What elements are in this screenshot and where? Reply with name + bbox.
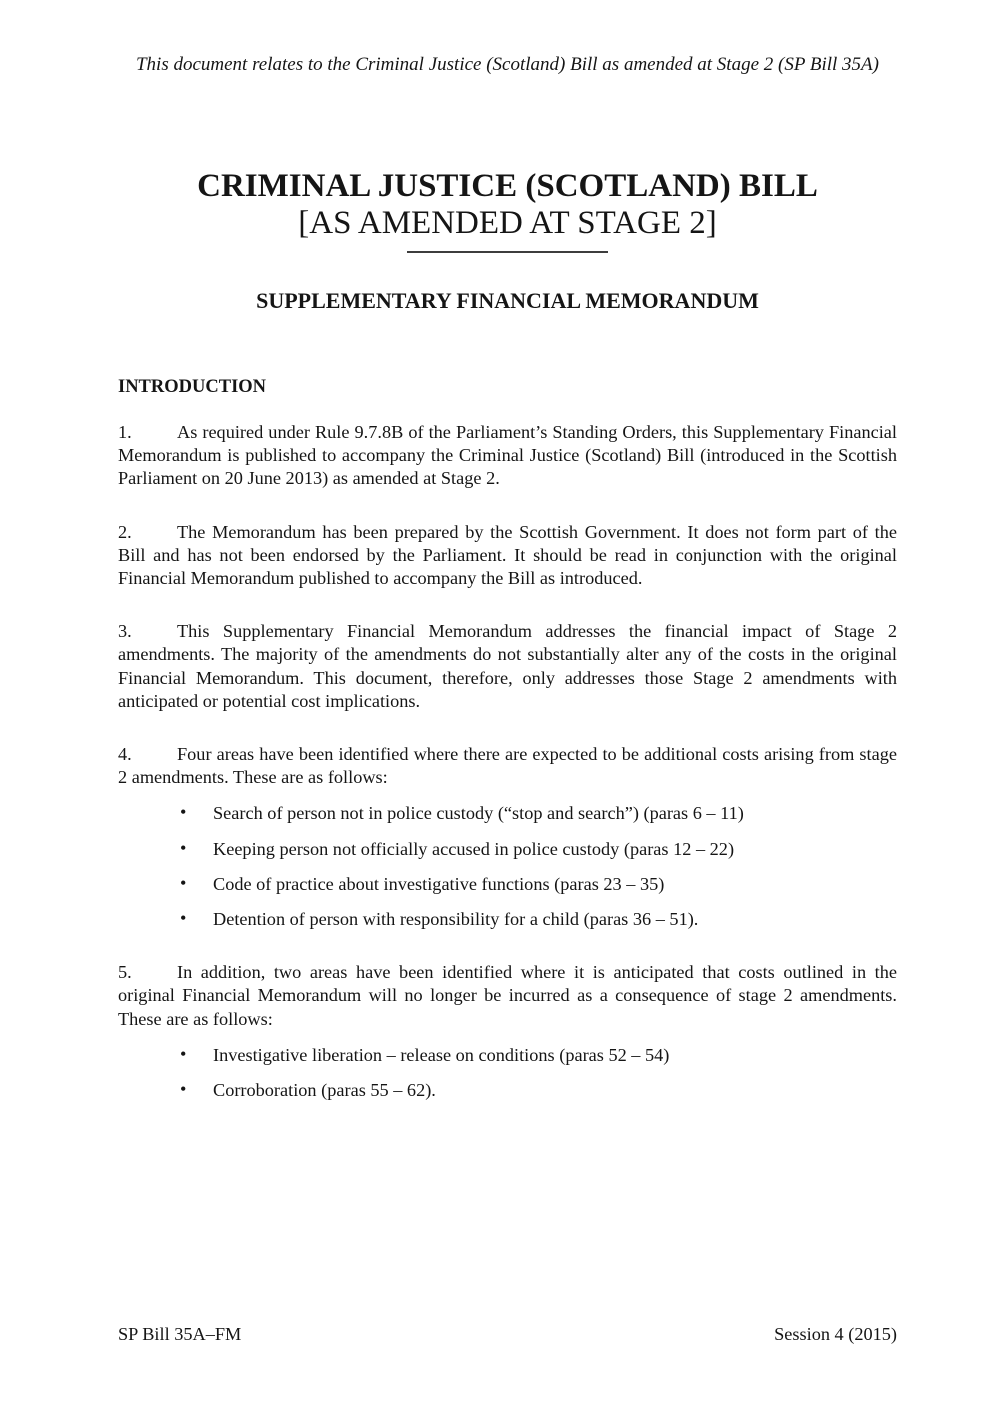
costs-no-longer-incurred-list xyxy=(118,1044,897,1102)
paragraph-3 xyxy=(118,620,897,713)
bullet-icon: • xyxy=(180,1079,187,1100)
paragraph-3-text: This Supplementary Financial Memorandum addresses the financial impact of Stage 2 amendments. The majority of the amendments do not substantially alter any of the costs in the original Financial Memorandum. This document, therefore, only addresses those Stage 2 amendments with anticipated or potential cost implications. xyxy=(118,621,897,711)
list-item xyxy=(118,838,897,861)
list-item-text: Keeping person not officially accused in police custody (paras 12 – 22) xyxy=(213,838,735,859)
title-line-2: [AS AMENDED AT STAGE 2] xyxy=(298,205,717,241)
paragraph-5-text: In addition, two areas have been identified where it is anticipated that costs outlined in the original Financial Memorandum will no longer be incurred as a consequence of stage 2 amendments. These are as follows: xyxy=(118,962,897,1029)
bullet-icon: • xyxy=(180,802,187,823)
paragraph-4-text: Four areas have been identified where there are expected to be additional costs arising from stage 2 amendments. These are as follows: xyxy=(118,744,897,788)
list-item xyxy=(118,1079,897,1102)
paragraph-1-text: As required under Rule 9.7.8B of the Parliament’s Standing Orders, this Supplementary Financial Memorandum is published to accompany the Criminal Justice (Scotland) Bill (introduced in the Scottish Parliament on 20 June 2013) as amended at Stage 2. xyxy=(118,422,897,489)
page-footer xyxy=(118,1323,897,1346)
paragraph-1 xyxy=(118,421,897,491)
paragraph-5-number: 5. xyxy=(118,962,132,983)
footer-bill-reference: SP Bill 35A–FM xyxy=(118,1324,242,1344)
paragraph-2-text: The Memorandum has been prepared by the Scottish Government. It does not form part of the Bill and has not been endorsed by the Parliament. It should be read in conjunction with the original Financial Memorandum published to accompany the Bill as introduced. xyxy=(118,521,897,589)
paragraph-1-number: 1. xyxy=(118,422,132,442)
list-item xyxy=(118,802,897,825)
bullet-icon: • xyxy=(180,872,187,893)
additional-cost-areas-list xyxy=(118,802,897,931)
list-item-text: Corroboration (paras 55 – 62). xyxy=(213,1080,436,1101)
document-title xyxy=(118,168,897,242)
bullet-icon: • xyxy=(180,1043,187,1064)
header-note: This document relates to the Criminal Justice (Scotland) Bill as amended at Stage 2 (SP Bill 35A) xyxy=(135,54,879,75)
document-subtitle: SUPPLEMENTARY FINANCIAL MEMORANDUM xyxy=(256,288,759,313)
list-item-text: Investigative liberation – release on conditions (paras 52 – 54) xyxy=(213,1044,670,1065)
list-item-text: Detention of person with responsibility for a child (paras 36 – 51). xyxy=(213,909,699,930)
paragraph-2 xyxy=(118,521,897,591)
list-item xyxy=(118,908,897,931)
title-line-1: CRIMINAL JUSTICE (SCOTLAND) BILL xyxy=(197,168,818,204)
bullet-icon: • xyxy=(180,908,187,929)
list-item-text: Search of person not in police custody (“stop and search”) (paras 6 – 11) xyxy=(213,803,744,824)
paragraph-4-number: 4. xyxy=(118,744,132,765)
list-item xyxy=(118,1044,897,1067)
footer-session: Session 4 (2015) xyxy=(774,1324,897,1344)
paragraph-2-number: 2. xyxy=(118,521,132,542)
list-item xyxy=(118,873,897,896)
list-item-text: Code of practice about investigative functions (paras 23 – 35) xyxy=(213,873,665,894)
paragraph-3-number: 3. xyxy=(118,621,132,642)
paragraph-4 xyxy=(118,743,897,789)
title-divider xyxy=(407,251,608,253)
section-heading-introduction: INTRODUCTION xyxy=(118,377,267,397)
bullet-icon: • xyxy=(180,837,187,858)
paragraph-5 xyxy=(118,961,897,1031)
